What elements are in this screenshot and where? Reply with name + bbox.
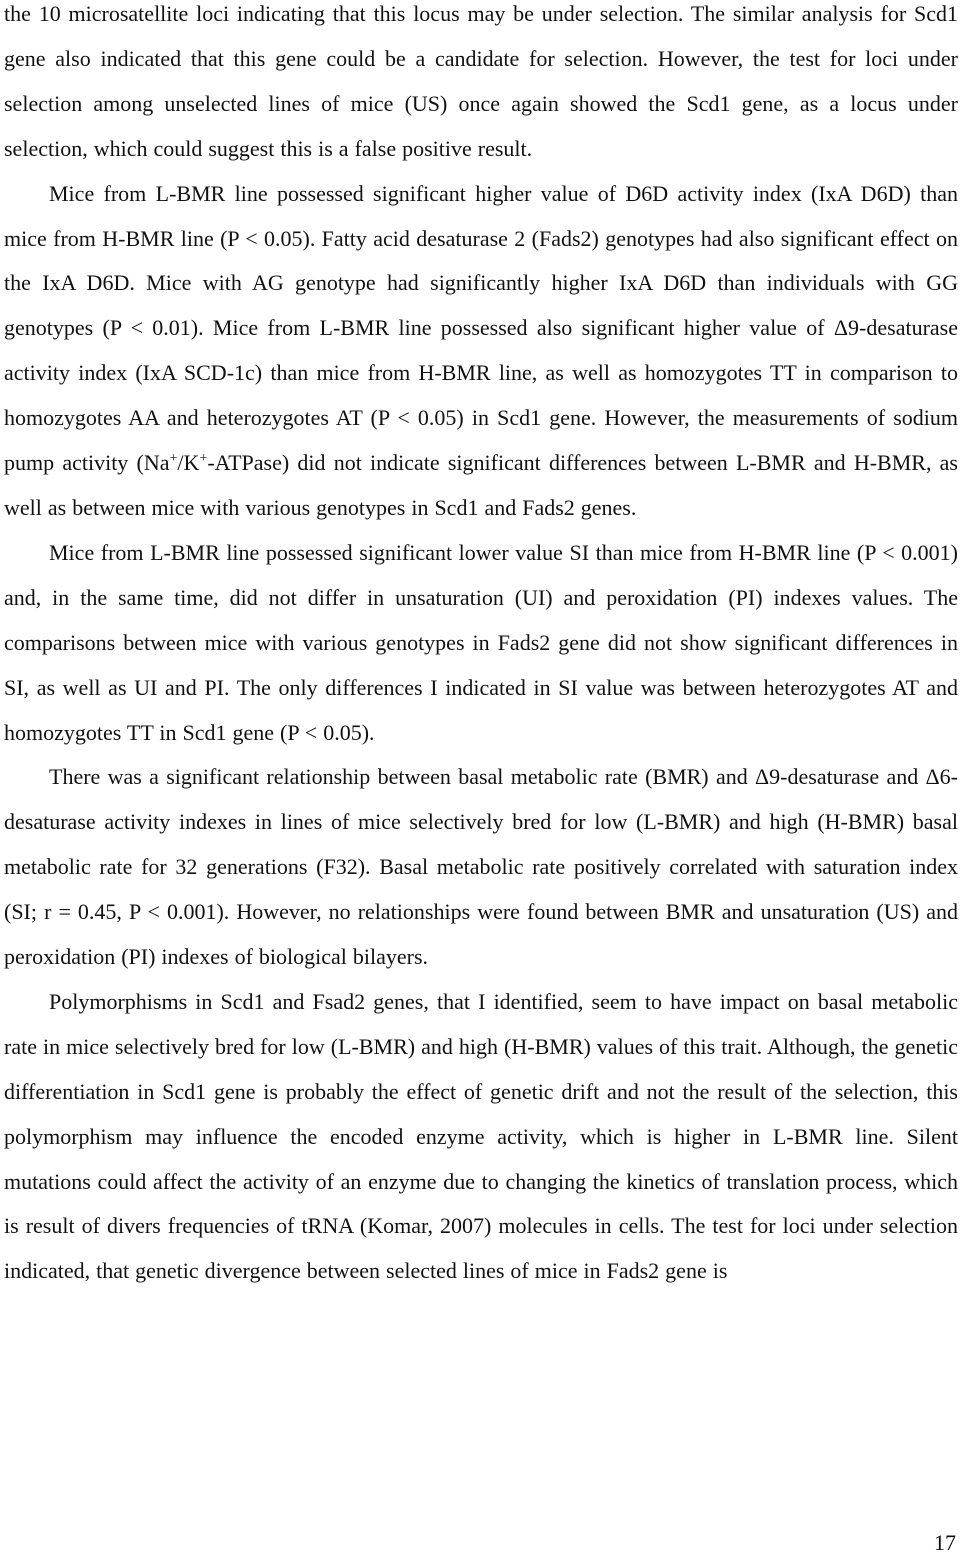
paragraph-selection-loci: the 10 microsatellite loci indicating that this locus may be under selection. The similar analysis for Scd1 gene also indicated that this gene could be a candidate for selection. However, the test for loci under selection among unselected lines of mice (US) once again showed the Scd1 gene, as a locus under selection, which could suggest this is a false positive result. [4,1,958,161]
paragraph-d6d-text-end: -ATPase) did not indicate significant differences between L-BMR and H-BMR, as well as between mice with various genotypes in Scd1 and Fads2 genes. [4,450,958,520]
paragraph-bmr-relationship: There was a significant relationship between basal metabolic rate (BMR) and Δ9-desaturase and Δ6-desaturase activity indexes in lines of mice selectively bred for low (L-BMR) and high (H-BMR) basal metabolic rate for 32 generations (F32). Basal metabolic rate positively correlated with saturation index (SI; r = 0.45, P < 0.001). However, no relationships were found between BMR and unsaturation (US) and peroxidation (PI) indexes of biological bilayers. [4,764,958,970]
page-number: 17 [934,1530,956,1555]
paragraph-d6d-text-start: Mice from L-BMR line possessed significant higher value of D6D activity index (IxA D6D) than mice from H-BMR line (P < 0.05). Fatty acid desaturase 2 (Fads2) genotypes had also significant effect on the IxA D6D. Mice with AG genotype had significantly higher IxA D6D than individuals with GG genotypes (P < 0.01). Mice from L-BMR line possessed also significant higher value of Δ9-desaturase activity index (IxA SCD-1c) than mice from H-BMR line, as well as homozygotes TT in comparison to homozygotes AA and heterozygotes AT (P < 0.05) in Scd1 gene. However, the measurements of sodium pump activity (Na [4,180,958,476]
superscript-sodium-charge: + [169,451,178,467]
paragraph-d6d-activity [4,172,958,531]
superscript-potassium-charge: + [199,451,208,467]
paragraph-saturation-index: Mice from L-BMR line possessed significant lower value SI than mice from H-BMR line (P < 0.001) and, in the same time, did not differ in unsaturation (UI) and peroxidation (PI) indexes values. The comparisons between mice with various genotypes in Fads2 gene did not show significant differences in SI, as well as UI and PI. The only differences I indicated in SI value was between heterozygotes AT and homozygotes TT in Scd1 gene (P < 0.05). [4,539,958,745]
paragraph-d6d-potassium-text: /K [177,450,200,476]
paragraph-polymorphisms: Polymorphisms in Scd1 and Fsad2 genes, that I identified, seem to have impact on basal metabolic rate in mice selectively bred for low (L-BMR) and high (H-BMR) values of this trait. Although, the genetic differentiation in Scd1 gene is probably the effect of genetic drift and not the result of the selection, this polymorphism may influence the encoded enzyme activity, which is higher in L-BMR line. Silent mutations could affect the activity of an enzyme due to changing the kinetics of translation process, which is result of divers frequencies of tRNA (Komar, 2007) molecules in cells. The test for loci under selection indicated, that genetic divergence between selected lines of mice in Fads2 gene is [4,988,958,1284]
